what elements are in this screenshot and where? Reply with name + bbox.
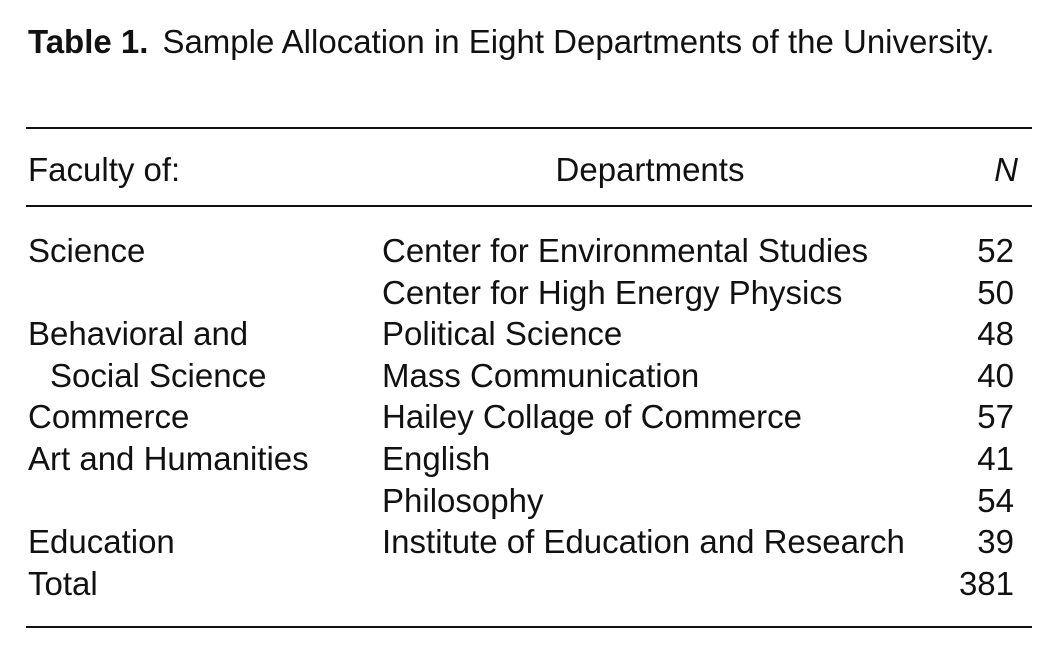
total-value: 381 [958, 564, 1014, 602]
faculty-cell: Science [28, 232, 146, 269]
department-cell: Center for High Energy Physics [382, 273, 843, 311]
faculty-cell: Art and Humanities [28, 439, 309, 477]
faculty-cell: Behavioral and [28, 315, 249, 353]
header-n: N [994, 151, 1018, 188]
n-cell: 40 [977, 356, 1014, 394]
table-caption [28, 20, 1028, 63]
table-body [0, 230, 1058, 604]
bottom-rule [26, 626, 1032, 628]
n-cell: 52 [977, 232, 1014, 269]
department-cell: Political Science [382, 315, 623, 353]
n-cell: 48 [977, 315, 1014, 353]
faculty-cell: Education [28, 523, 175, 561]
n-cell: 50 [977, 273, 1014, 311]
table-row [0, 438, 1058, 480]
n-cell: 57 [977, 398, 1014, 436]
table-row [0, 480, 1058, 522]
table-row [0, 355, 1058, 397]
table-caption-text: Sample Allocation in Eight Departments of the University. [162, 23, 995, 60]
table-label: Table 1. [28, 23, 149, 60]
department-cell: English [382, 439, 491, 477]
department-cell: Hailey Collage of Commerce [382, 398, 802, 436]
table-row [0, 396, 1058, 438]
table-row-total [0, 563, 1058, 605]
department-cell: Institute of Education and Research [382, 523, 905, 561]
top-rule [26, 127, 1032, 129]
table-row [0, 521, 1058, 563]
faculty-cell: Social Science [50, 356, 267, 394]
table-row [0, 313, 1058, 355]
department-cell: Center for Environmental Studies [382, 232, 869, 269]
n-cell: 41 [977, 439, 1014, 477]
department-cell: Mass Communication [382, 356, 700, 394]
department-cell: Philosophy [382, 481, 544, 519]
header-departments: Departments [555, 151, 745, 188]
n-cell: 39 [977, 523, 1014, 561]
table-row [0, 230, 1058, 272]
total-label: Total [28, 564, 98, 602]
header-faculty: Faculty of: [28, 151, 181, 188]
header-rule [26, 205, 1032, 207]
faculty-cell: Commerce [28, 398, 190, 436]
table-row [0, 272, 1058, 314]
n-cell: 54 [977, 481, 1014, 519]
